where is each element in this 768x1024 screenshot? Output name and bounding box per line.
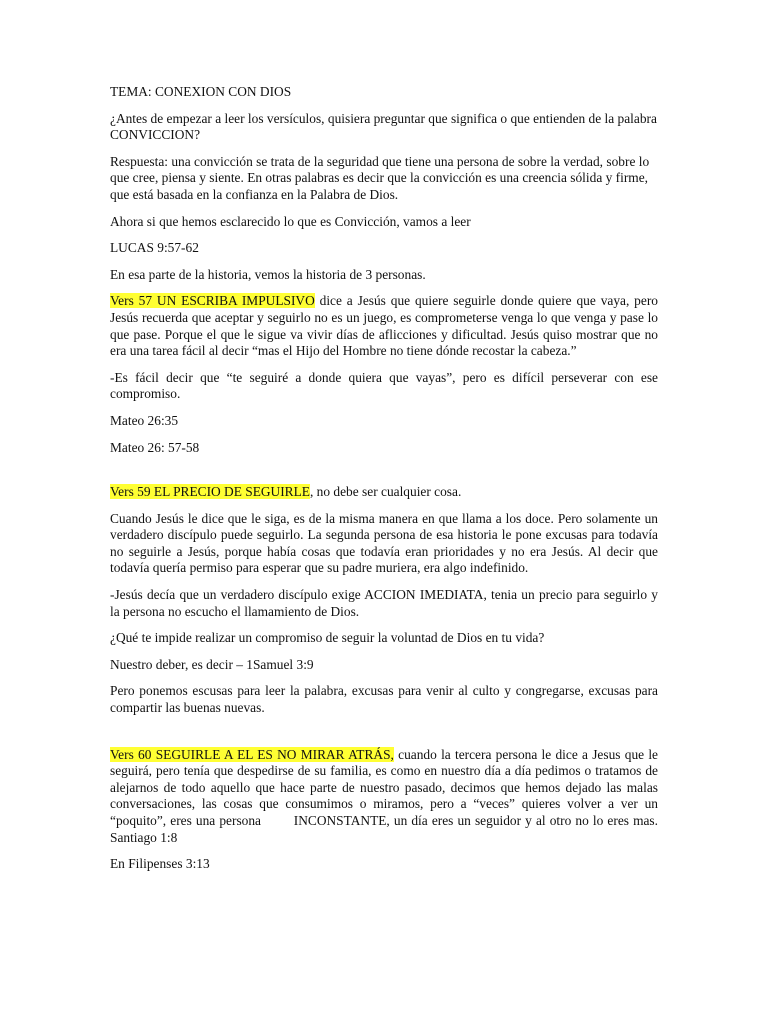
second-person-paragraph: Cuando Jesús le dice que le siga, es de la misma manera en que llama a los doce. Pero solamente un verdadero discípulo puede seguirlo. La segunda persona de esa historia le pone excusas para todavía no seguirle a Jesús, porque había cosas que todavía eran prioridades y no era Jesús. Al decir que todavía quería permiso para esperar que su padre muriera, era algo indefinido. <box>110 510 658 576</box>
answer-paragraph: Respuesta: una convicción se trata de la seguridad que tiene una persona de sobre la verdad, sobre lo que cree, piensa y siente. En otras palabras es decir que la convicción es una creencia sólida y firme, que está basada en la confianza en la Palabra de Dios. <box>110 153 650 202</box>
opening-question: ¿Antes de empezar a leer los versículos, quisiera preguntar que significa o que entienden de la palabra CONVICCION? <box>110 110 657 143</box>
vers57-text: dice a Jesús que quiere seguirle donde quiere que vaya, pero Jesús recuerda que aceptar y seguirlo no es un juego, es comprometerse venga lo que venga y pase lo que pase. Porque el que le sigue va vivir días de aflicciones y dificultad. Jesús quiso mostrar que no era una tarea fácil al decir “mas el Hijo del Hombre no tiene dónde recostar la cabeza.” <box>110 293 658 359</box>
topic-title: TEMA: CONEXION CON DIOS <box>110 84 292 99</box>
immediate-action-paragraph: -Jesús decía que un verdadero discípulo exige ACCION IMEDIATA, tenia un precio para seguirlo y la persona no escucho el llamamiento de Dios. <box>110 587 658 619</box>
spacer <box>110 727 658 747</box>
vers59-text: , no debe ser cualquier cosa. <box>309 484 462 500</box>
mateo-reference-2: Mateo 26: 57-58 <box>110 439 200 455</box>
easy-to-say-paragraph: -Es fácil decir que “te seguiré a donde quiera que vayas”, pero es difícil perseverar con ese compromiso. <box>110 369 658 402</box>
scripture-reference: LUCAS 9:57-62 <box>110 240 199 256</box>
mateo-reference-1: Mateo 26:35 <box>110 412 179 428</box>
vers57-highlight: Vers 57 UN ESCRIBA IMPULSIVO <box>110 293 315 309</box>
reflection-question: ¿Qué te impide realizar un compromiso de seguir la voluntad de Dios en tu vida? <box>110 630 545 646</box>
vers60-paragraph <box>110 746 662 847</box>
transition-line: Ahora si que hemos esclarecido lo que es Convicción, vamos a leer <box>110 213 471 229</box>
vers57-paragraph <box>110 293 658 359</box>
vers60-highlight: Vers 60 SEGUIRLE A EL ES NO MIRAR ATRÁS, <box>110 746 394 762</box>
filipenses-reference: En Filipenses 3:13 <box>110 856 210 872</box>
story-intro: En esa parte de la historia, vemos la historia de 3 personas. <box>110 266 426 282</box>
vers59-paragraph <box>110 484 658 501</box>
document-page <box>110 84 662 883</box>
duty-reference: Nuestro deber, es decir – 1Samuel 3:9 <box>110 656 314 672</box>
vers59-highlight: Vers 59 EL PRECIO DE SEGUIRLE <box>110 484 310 500</box>
spacer <box>110 466 658 484</box>
excuses-paragraph: Pero ponemos escusas para leer la palabra, excusas para venir al culto y congregarse, excusas para compartir las buenas nuevas. <box>110 683 658 716</box>
vers60-text: cuando la tercera persona le dice a Jesus que le seguirá, pero tenía que despedirse de su familia, es como en nuestro día a día pedimos o tratamos de alejarnos de todo aquello que hace parte de nuestro pasado, decimos que hemos dejado las malas conversaciones, las cosas que consumimos o miramos, pero a “veces” quieres volver a ver un “poquito”, eres una persona INCONSTANTE, un día eres un seguidor y al otro no lo eres mas. Santiago 1:8 <box>110 746 662 845</box>
